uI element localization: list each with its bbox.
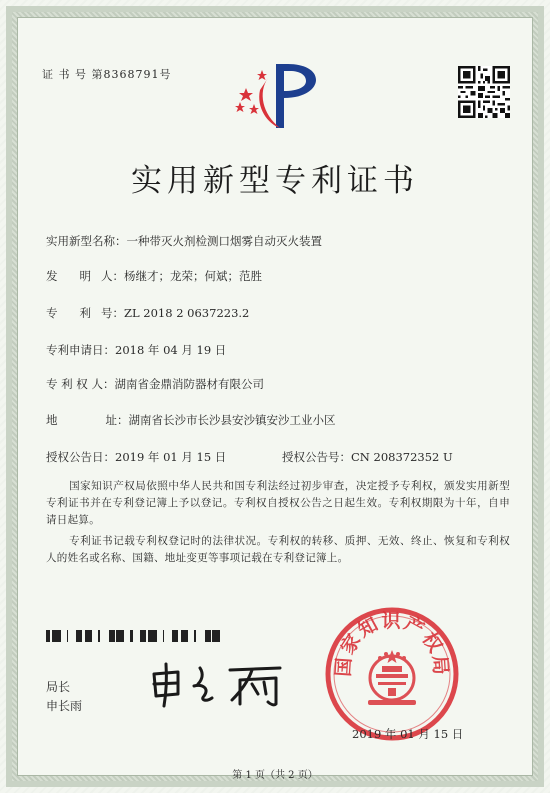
field-grant-date: 授权公告日：2019 年 01 月 15 日 [46, 450, 227, 464]
official-seal-icon [322, 604, 462, 744]
signatory-name: 申长雨 [46, 699, 83, 713]
qr-code-icon [458, 66, 510, 118]
handwritten-signature-icon [148, 660, 288, 708]
page-title: 实用新型专利证书 [131, 163, 419, 199]
field-filing-date: 专利申请日：2018 年 04 月 19 日 [46, 343, 227, 357]
field-grant-number: 授权公告号：CN 208372352 U [282, 450, 453, 464]
svg-text:国家知识产权局: 国家知识产权局 [332, 610, 452, 678]
paragraph-grant-statement: 国家知识产权局依照中华人民共和国专利法经过初步审查，决定授予专利权，颁发实用新型专利证书并在专利登记簿上予以登记。专利权自授权公告之日起生效。专利权期限为十年，自申请日起算。 [46, 480, 510, 526]
barcode-icon [46, 630, 221, 642]
page-footer: 第 1 页（共 2 页） [232, 770, 318, 781]
field-address: 地 址：湖南省长沙市长沙县安沙镇安沙工业小区 [46, 413, 336, 427]
field-utility-model-name: 实用新型名称：一种带灭火剂检测口烟雾自动灭火装置 [46, 234, 322, 248]
certificate-number: 证 书 号 第8368791号 [42, 68, 172, 81]
paragraph-legal-status: 专利证书记载专利权登记时的法律状况。专利权的转移、质押、无效、终止、恢复和专利权人的姓名或名称、国籍、地址变更等事项记载在专利登记簿上。 [46, 535, 510, 564]
seal-date: 2019 年 01 月 15 日 [352, 727, 464, 741]
field-patent-number: 专 利 号：ZL 2018 2 0637223.2 [46, 306, 250, 320]
field-patentee: 专 利 权 人：湖南省金鼎消防器材有限公司 [46, 377, 264, 391]
cnipa-logo-icon [228, 58, 324, 134]
signatory-title: 局长 [46, 680, 71, 694]
field-inventors: 发 明 人：杨继才；龙荣；何斌；范胜 [46, 269, 262, 283]
